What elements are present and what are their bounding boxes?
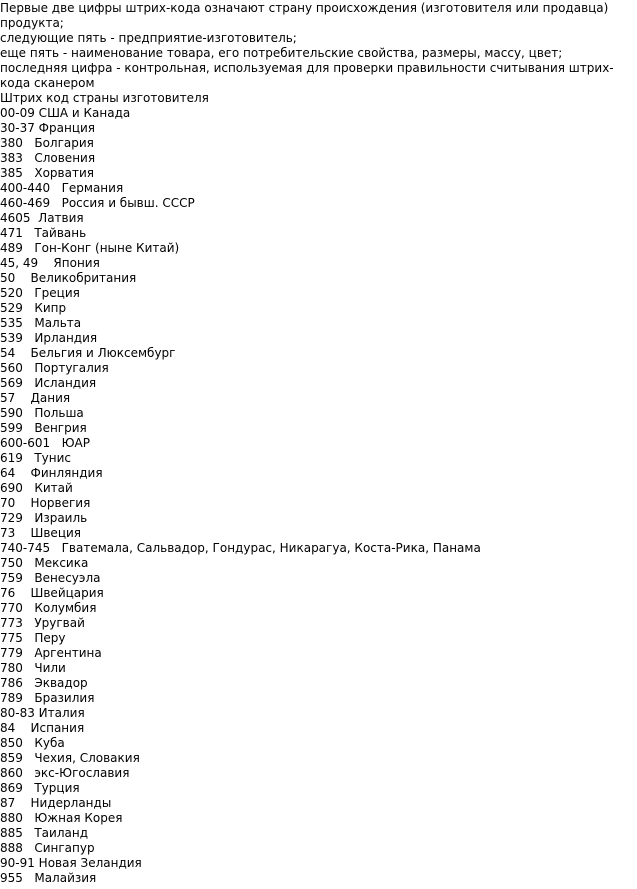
country-code-item: 539 Ирландия xyxy=(0,331,98,345)
country-code-item: 600-601 ЮАР xyxy=(0,436,90,450)
country-code-item: 850 Куба xyxy=(0,736,65,750)
country-code-list xyxy=(0,106,637,886)
country-code-item: 00-09 США и Канада xyxy=(0,106,131,120)
country-code-item: 780 Чили xyxy=(0,661,66,675)
intro-line-manufacturer: следующие пять - предприятие-изготовитель; xyxy=(0,31,297,45)
country-code-item: 383 Словения xyxy=(0,151,96,165)
country-code-item: 770 Колумбия xyxy=(0,601,97,615)
country-code-item: 76 Швейцария xyxy=(0,586,104,600)
country-code-item: 400-440 Германия xyxy=(0,181,124,195)
country-code-item: 599 Венгрия xyxy=(0,421,87,435)
country-code-item: 690 Китай xyxy=(0,481,73,495)
country-code-item: 740-745 Гватемала, Сальвадор, Гондурас, Никарагуа, Коста-Рика, Панама xyxy=(0,541,481,555)
country-code-item: 859 Чехия, Словакия xyxy=(0,751,140,765)
country-code-item: 70 Норвегия xyxy=(0,496,91,510)
country-code-item: 385 Хорватия xyxy=(0,166,94,180)
country-code-item: 471 Тайвань xyxy=(0,226,87,240)
country-code-item: 869 Турция xyxy=(0,781,80,795)
country-code-item: 569 Исландия xyxy=(0,376,97,390)
country-code-item: 45, 49 Япония xyxy=(0,256,100,270)
country-code-item: 860 экс-Югославия xyxy=(0,766,130,780)
country-code-item: 84 Испания xyxy=(0,721,85,735)
country-code-item: 73 Швеция xyxy=(0,526,81,540)
country-code-item: 759 Венесуэла xyxy=(0,571,101,585)
country-code-item: 520 Греция xyxy=(0,286,80,300)
country-code-item: 87 Нидерланды xyxy=(0,796,112,810)
intro-line-product: еще пять - наименование товара, его потребительские свойства, размеры, массу, цвет; xyxy=(0,46,563,60)
country-code-item: 4605 Латвия xyxy=(0,211,84,225)
country-code-item: 786 Эквадор xyxy=(0,676,88,690)
country-code-item: 590 Польша xyxy=(0,406,84,420)
country-code-item: 50 Великобритания xyxy=(0,271,137,285)
country-code-item: 789 Бразилия xyxy=(0,691,95,705)
country-code-item: 90-91 Новая Зеландия xyxy=(0,856,142,870)
section-heading: Штрих код страны изготовителя xyxy=(0,91,209,105)
country-code-item: 773 Уругвай xyxy=(0,616,85,630)
country-code-item: 535 Мальта xyxy=(0,316,82,330)
country-code-item: 529 Кипр xyxy=(0,301,67,315)
country-code-item: 729 Израиль xyxy=(0,511,88,525)
intro-line-checksum: последняя цифра - контрольная, используемая для проверки правильности считывания штрих-кода сканером xyxy=(0,61,614,90)
country-code-item: 80-83 Италия xyxy=(0,706,85,720)
country-code-item: 30-37 Франция xyxy=(0,121,96,135)
country-code-item: 750 Мексика xyxy=(0,556,89,570)
country-code-item: 885 Таиланд xyxy=(0,826,88,840)
country-code-item: 380 Болгария xyxy=(0,136,94,150)
country-code-item: 619 Тунис xyxy=(0,451,72,465)
country-code-item: 880 Южная Корея xyxy=(0,811,123,825)
country-code-item: 57 Дания xyxy=(0,391,71,405)
country-code-item: 560 Португалия xyxy=(0,361,109,375)
intro-line-country: Первые две цифры штрих-кода означают страну происхождения (изготовителя или продавца) продукта; xyxy=(0,1,609,30)
country-code-item: 64 Финляндия xyxy=(0,466,103,480)
country-code-item: 775 Перу xyxy=(0,631,66,645)
country-code-item: 955 Малайзия xyxy=(0,871,97,885)
country-code-item: 54 Бельгия и Люксембург xyxy=(0,346,176,360)
country-code-item: 460-469 Россия и бывш. СССР xyxy=(0,196,195,210)
country-code-item: 779 Аргентина xyxy=(0,646,102,660)
country-code-item: 489 Гон-Конг (ныне Китай) xyxy=(0,241,180,255)
country-code-item: 888 Сингапур xyxy=(0,841,95,855)
